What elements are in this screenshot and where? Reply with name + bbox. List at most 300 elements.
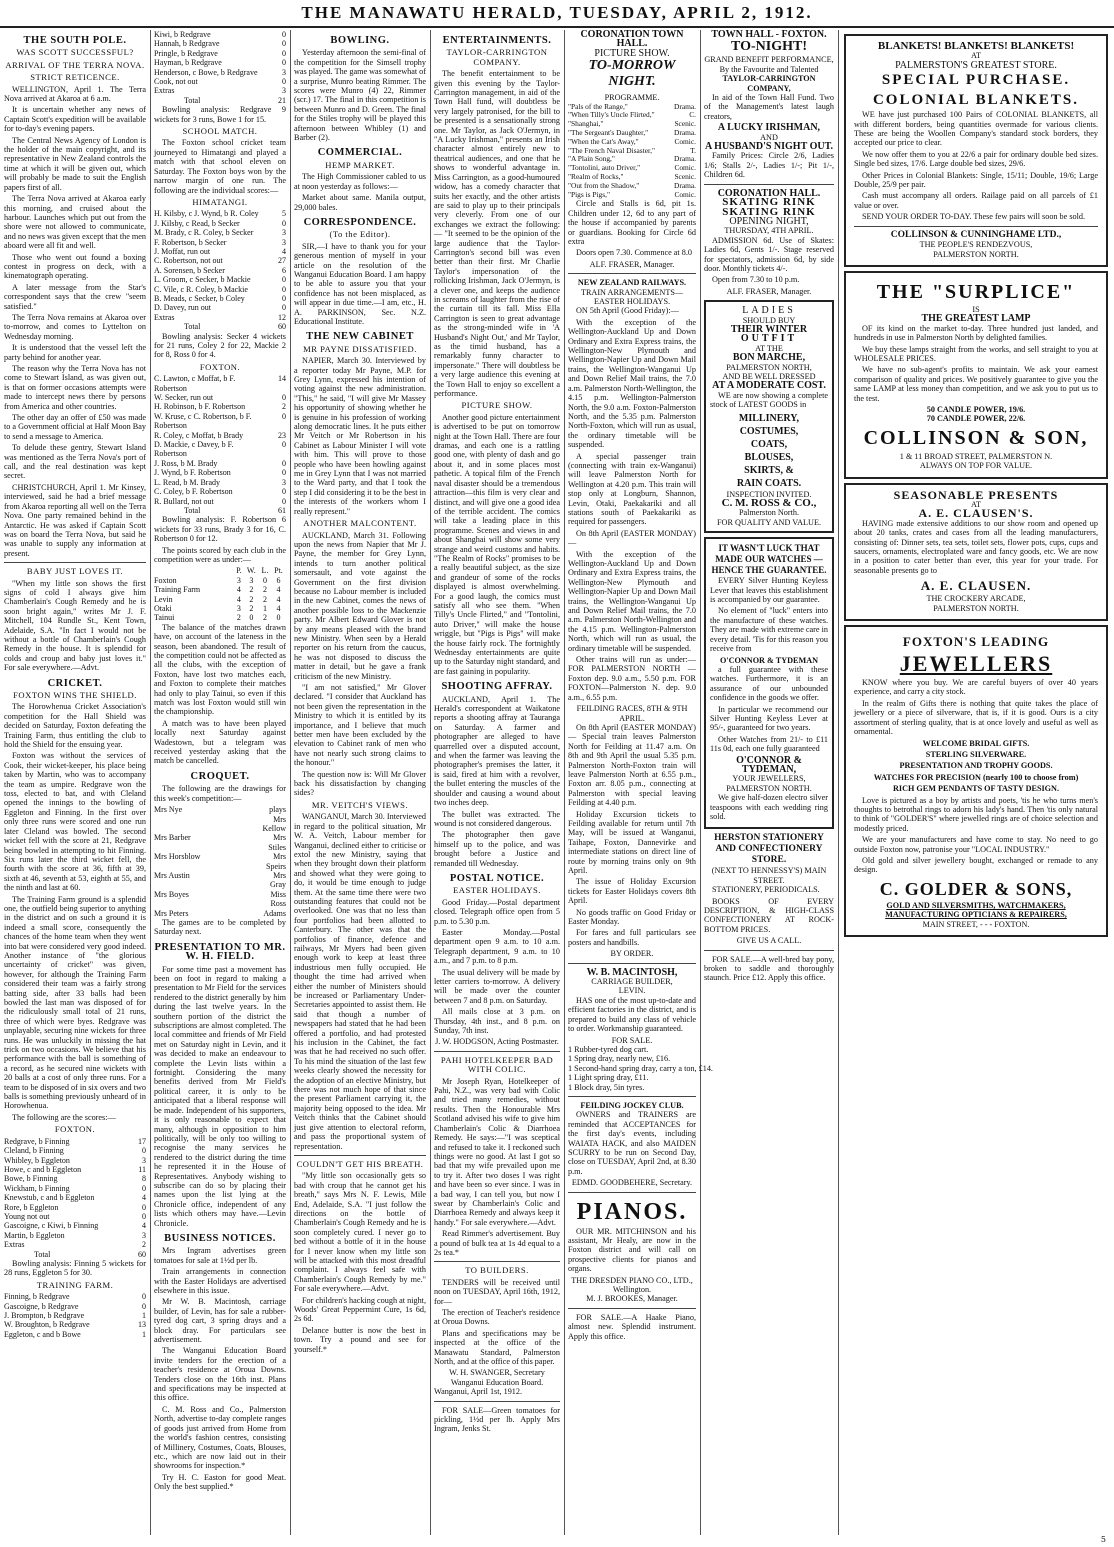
paragraph: "When my little son shows the first signs of cold I always give him Chamberlain's Cough Remedy and he is soon bright again," writes Mr J. F. Mitchell, 104 Rundle St., Kent Town, Adelaide, S.A. "In fact I would not be without a bottle of Chamberlain's Cough Remedy in the house. It is splendid for colds and croup and baby just loves it." For sale everywhere.—Advt. xyxy=(4,578,146,673)
total-value: 60 xyxy=(138,1249,146,1259)
list-item: 1 Light spring dray, £11. xyxy=(568,1073,649,1083)
subhead: STRICT RETICENCE. xyxy=(30,72,120,83)
signature: BY ORDER. xyxy=(610,949,654,959)
row-value: 0 xyxy=(282,58,286,68)
paragraph: The Terra Nova remains at Akaroa over to-morrow, and comes to Lyttelton on Wednesday morning. xyxy=(4,312,146,341)
list-item: WATCHES FOR PRECISION (nearly 100 to choose from) xyxy=(873,772,1079,782)
paragraph: We buy these lamps straight from the works, and sell straight to you at WHOLESALE PRICES. xyxy=(854,344,1098,363)
paragraph: TENDERS will be received until noon on TUESDAY, April 16th, 1912, for— xyxy=(434,1277,560,1306)
score-row xyxy=(4,1156,146,1165)
row-label: W. Broughton, b Redgrave xyxy=(4,1320,90,1330)
row-value: 2 xyxy=(262,594,267,604)
paragraph: It is uncertain whether any news of Captain Scott's expedition will be available for to-day's evening papers. xyxy=(4,105,146,134)
row-label: Redgrave, b Finning xyxy=(4,1136,70,1146)
score-row xyxy=(154,393,286,402)
row-value: 14 xyxy=(278,374,286,384)
date-line: Wanganui, April 1st, 1912. xyxy=(434,1387,523,1397)
scorecard-total xyxy=(154,322,286,331)
row-value: 3 xyxy=(282,477,286,487)
row-value: 0 xyxy=(142,1146,146,1156)
score-row xyxy=(154,256,286,265)
divider xyxy=(568,963,696,964)
ad-line: AT xyxy=(970,500,981,509)
score-row xyxy=(154,39,286,48)
paragraph: Bowling analysis: Redgrave 9 wickets for 3 runs, Bowe 1 for 15. xyxy=(154,105,286,124)
row-label: "Out from the Shadow," xyxy=(568,180,640,190)
list-item: COSTUMES, xyxy=(739,425,799,437)
row-label: Bowe, b Finning xyxy=(4,1174,58,1184)
row-value: 11 xyxy=(138,1164,146,1174)
ad-tomorrow: TO-MORROW NIGHT. xyxy=(588,58,676,90)
subhead: ANOTHER MALCONTENT. xyxy=(303,518,417,529)
ad-tonight: TO-NIGHT! xyxy=(731,39,807,55)
row-label: "A Plain Song," xyxy=(568,154,615,164)
score-row xyxy=(154,68,286,77)
row-value: 0 xyxy=(282,458,286,468)
ad-line: YOUR JEWELLERS, xyxy=(732,774,806,784)
team-name: HIMATANGI. xyxy=(192,196,248,207)
scorecard-training-farm-cont xyxy=(154,30,286,96)
paragraph: In aid of the Town Hall Fund. Two of the Management's latest laugh creators, xyxy=(704,93,834,121)
list-item: RICH GEM PENDANTS OF TASTY DESIGN. xyxy=(892,784,1060,794)
row-value: C. xyxy=(689,110,696,120)
ad-line: PALMERSTON NORTH. xyxy=(933,249,1019,259)
subhead: COULDN'T GET HIS BREATH. xyxy=(296,1158,424,1169)
ad-line: FOR QUALITY AND VALUE. xyxy=(716,517,821,527)
paragraph: a full guarantee with these watches. Furthermore, it is an assurance of our unbounded confidence in the goods we offer. xyxy=(710,664,828,703)
ad-play: A HUSBAND'S NIGHT OUT. xyxy=(705,141,833,153)
column-1 xyxy=(4,30,146,1535)
paragraph: OWNERS and TRAINERS are reminded that ACCEPTANCES for the first day's events, including WAIATA HACK, and also MAIDEN SCURRY to be run on Second Day, close on TUESDAY, April 2nd, at 8.30 p.m. xyxy=(568,1110,696,1176)
subhead: ARRIVAL OF THE TERRA NOVA. xyxy=(5,59,145,70)
row-value: 3 xyxy=(249,575,254,585)
row-value: 4 xyxy=(282,246,286,256)
paragraph: A match was to have been played locally next Saturday against Wadestown, but a telegram was received yesterday asking that the match be cancelled. xyxy=(154,718,286,766)
row-value: 0 xyxy=(282,48,286,58)
score-row xyxy=(4,1302,146,1311)
divider xyxy=(294,1155,426,1156)
paragraph: Those who went out found a boxing contest in progress on deck, with a kinematograph operating. xyxy=(4,252,146,281)
masthead-title: THE MANAWATU HERALD, TUESDAY, APRIL 2, 1912. xyxy=(301,3,813,22)
row-value: 0 xyxy=(282,303,286,313)
score-row xyxy=(154,294,286,303)
paragraph: No goods traffic on Good Friday or Easter Monday. xyxy=(568,907,696,927)
row-label: F. Robertson, b Secker xyxy=(154,237,227,247)
paragraph: The following are the scores:— xyxy=(12,1112,116,1122)
score-row xyxy=(154,833,286,852)
column-rule xyxy=(150,30,151,1535)
paragraph: AUCKLAND, April 1. The Herald's correspondent at Waikatone reports a shooting affray at Tauranga on Saturday. A farmer and photographer are alleged to have quarrelled over a disputed account, and when the farmer was leaving the photographer's premises the latter, it is said, fired at him with a revolver, the bullet entering the muscles of the shoulder and causing a wound about two inches deep. xyxy=(434,694,560,808)
score-row xyxy=(4,1221,146,1230)
score-row xyxy=(154,219,286,228)
row-label: "Pals of the Range," xyxy=(568,101,628,111)
list-item: 1 Block dray, 5in tyres. xyxy=(568,1082,645,1092)
row-label: D. Mackie, c Davey, b F. Robertson xyxy=(154,440,234,459)
headline-cricket: CRICKET. xyxy=(47,677,103,689)
ad-title: CORONATION TOWN HALL. xyxy=(580,29,684,50)
row-label: Martin, b Eggleton xyxy=(4,1230,65,1240)
row-label: J. Brompton, b Redgrave xyxy=(4,1311,85,1320)
row-value: 0 xyxy=(142,1292,146,1302)
signature: EDMD. GOODBEHERE, Secretary. xyxy=(571,1178,693,1188)
row-value: 3 xyxy=(142,1155,146,1165)
row-value: 1 xyxy=(142,1329,146,1339)
row-value: 2 xyxy=(249,585,254,595)
row-value: 3 xyxy=(236,575,241,585)
row-value: Drama. xyxy=(674,180,696,190)
paragraph: We have no sub-agent's profits to maintain. We ask your earnest comparison of quality and prices. We positively guarantee to give you the same LAMP at less money than competition, and we ask you to put us to the test. xyxy=(854,365,1098,403)
ad-subtitle: LEVIN. xyxy=(618,986,646,996)
score-row xyxy=(154,852,286,871)
paragraph: In particular we recommend our Silver Hunting Keyless Lever at 95/-, guaranteed for two years. xyxy=(710,704,828,733)
subhead: (To the Editor). xyxy=(329,229,391,240)
row-value: 0 xyxy=(282,440,286,450)
score-row xyxy=(154,805,286,833)
row-label: M. Brady, c R. Coley, b Secker xyxy=(154,228,254,238)
signature: W. H. SWANGER, Secretary Wanganui Education Board. xyxy=(449,1368,545,1387)
row-label: "When Tilly's Uncle Flirted," xyxy=(568,110,655,120)
paragraph: Foxton was without the services of Cook, their wicket-keeper, his place being taken by Martin, who was to accompany the team as umpire. Redgrave won the toss, elected to bat, and with Cleland opened the innings to the bowling of Eggleton and Finning. In the first over only three runs were scored and one run later Cleland was bowled. The second wicket fell with the score at 21, Redgrave being bowled in attempting to hit Finning. Six runs later the third wicket fell, the fourth with the score at 36, fifth at 39, sixth at 46, seventh at 53, eighth at 55, and the ninth and last at 60. xyxy=(4,751,146,893)
column-rule xyxy=(290,30,291,1535)
paragraph: Open from 7.30 to 10 p.m. xyxy=(712,275,800,285)
paragraph: The benefit entertainment to be given this evening by the Taylor-Carrington management, in aid of the Town Hall fund, will doubtless be very largely patronised, for the bill to be presented is a sensationally strong one. Mr Taylor, as Jack O'Jermyn, in "A Lucky Irishman," presents an Irish character almost entirely new to theatrical audiences, and one that he shows to wonderful advantage in. Miss Carrington, as a good-humoured widow, has a comedy character that suits her exactly, and the other artists are said to play up to their principals very cleverly. From one of our exchanges we extract the following:— "It seemed to be the opinion of the large audience that the Taylor-Carrington's second bill was even better than their first. Mr Charlie Taylor's impersonation of the rollicking Irishman, Jack O'Jermyn, is a clever one, and keeps the audience in screams of laughter from the rise of the curtain till its fall. Miss Ella Carrington is seen to great advantage as the strong-minded wife in 'A Husband's Night Out,' and Mr Taylor, as the timid husband, has a remarkably funny character to impersonate." There will doubtless be a very large audience this evening at the Town Hall to enjoy so excellent a performance. xyxy=(434,69,560,399)
ad-pianos-title: PIANOS. xyxy=(576,1198,688,1225)
list-item: WELCOME BRIDAL GIFTS. xyxy=(922,738,1030,748)
headline-commercial: COMMERCIAL. xyxy=(317,147,403,159)
paragraph: Other Prices in Colonial Blankets: Single, 15/11; Double, 19/6; Large Double, 25/9 per pair. xyxy=(854,170,1098,190)
divider xyxy=(434,1401,560,1402)
paragraph: Mr Joseph Ryan, Hotelkeeper of Pahi, N.Z., was very bad with Colic and tried many remedies, without results. Then the Honourable Mrs Scotland advised his wife to give him Chamberlain's Colic & Diarrhoea Remedy. He says:—"I was sceptical and refused to take it. I reckoned such things were no good. At last I got so bad that my wife prevailed upon me to try it. After two doses I was right and have been so ever since. I was in a bad way, I can tell you, but now I swear by Chamberlain's Colic and Diarrhoea Remedy and always keep it handy." For sale everywhere.—Advt. xyxy=(434,1076,560,1227)
divider xyxy=(704,950,834,951)
row-value: Drama. xyxy=(674,128,696,138)
row-value: 2 xyxy=(236,613,241,623)
row-value: 0 xyxy=(142,1183,146,1193)
ad-line: GIVE US A CALL. xyxy=(736,936,802,946)
headline-south-pole: THE SOUTH POLE. xyxy=(23,35,127,46)
row-label: Rore, b Eggleton xyxy=(4,1202,59,1212)
paragraph: "I am not satisfied," Mr Glover declared. "I consider that Auckland has not been given the representation in the Ministry to which it is entitled by its importance, and I believe that much better men have been excluded by the elevation to Cabinet rank of men who have not nearly such strong claims to the honour." xyxy=(294,683,426,768)
paragraph: The bullet was extracted. The wound is not considered dangerous. xyxy=(434,809,560,828)
paragraph: STATIONERY, PERIODICALS. xyxy=(712,885,820,895)
ad-blankets xyxy=(844,34,1108,267)
row-value: 2 xyxy=(249,594,254,604)
score-row xyxy=(154,497,286,506)
paragraph: To delude these gentry, Stewart Island was mentioned as the Terra Nova's port of call, and the real destination was kept secret. xyxy=(4,443,146,481)
row-label: J. Wynd, b F. Robertson xyxy=(154,468,231,478)
paragraph: Mr W. B. Macintosh, carriage builder, of Levin, has for sale a rubber-tyred dog cart, 3 spring drays and a block dray. For particulars see advertisement. xyxy=(154,1297,286,1345)
row-value: 23 xyxy=(278,430,286,440)
row-label: Gascoigne, c Kiwi, b Finning xyxy=(4,1221,99,1231)
score-row xyxy=(4,1212,146,1221)
score-row xyxy=(154,585,286,594)
ad-line: PALMERSTON NORTH. xyxy=(933,603,1019,613)
total-label: Total xyxy=(184,322,201,332)
row-label: J. Kilsby, c Read, b Secker xyxy=(154,218,240,228)
ad-colonial: COLONIAL BLANKETS. xyxy=(872,92,1080,109)
header-cell: L. xyxy=(261,566,269,576)
score-row xyxy=(154,247,286,256)
paragraph: With the exception of the Wellington-Auckland Up and Down Ordinary and Extra Express trains, the Wellington-New Plymouth and Wellington-Napier Up and Down Mail trains, the Wellington-Wanganui Up and Down Relief Mail trains, the 7.0 a.m. Palmerston North-Wellington, the 4.15 p.m. Wellington-Palmerston North, the 9.0 a.m. Foxton-Palmerston North, and the 5.35 p.m. Palmerston North-Foxton, which will run as usual, the ordinary timetable will be suspended. xyxy=(568,317,696,450)
subhead: PICTURE SHOW. xyxy=(461,400,533,411)
ad-play: A LUCKY IRISHMAN, xyxy=(717,122,821,134)
signature: M. J. BROOKES, Manager. xyxy=(586,1294,678,1304)
masthead xyxy=(0,0,1114,28)
paragraph: Bowling analysis: Finning 5 wickets for 28 runs, Eggleton 5 for 30. xyxy=(4,1258,146,1278)
paragraph: SIR,—I have to thank you for your generous mention of myself in your article on the resolution of the Wanganui Education Board. I am happy to be able to assure you that your confidence has not been misplaced, as will appear in due time.—I am, etc., H. A. PARKINSON, Sec. N.Z. Educational Institute. xyxy=(294,241,426,326)
paragraph: Plans and specifications may be inspected at the office of the Manawatu Standard, Palmerston North, and at the office of this paper. xyxy=(434,1328,560,1367)
row-value: 27 xyxy=(278,256,286,266)
ad-subtitle: THE DRESDEN PIANO CO., LTD., Wellington. xyxy=(571,1275,693,1295)
for-sale-list xyxy=(568,1044,713,1092)
paragraph: Easter Monday.—Postal department open 9 a.m. to 10 a.m. Telegraph department, 9 a.m. to 10 a.m., and 7 p.m. to 8 p.m. xyxy=(434,927,560,966)
header-cell: W. xyxy=(246,566,256,576)
paragraph: WE are now showing a complete stock of LATEST GOODS in xyxy=(710,390,828,410)
paragraph: For fares and full particulars see posters and handbills. xyxy=(568,928,696,947)
ad-line: Palmerston North. xyxy=(738,508,800,518)
subhead: BABY JUST LOVES IT. xyxy=(26,566,124,577)
score-row xyxy=(154,228,286,237)
paragraph: KNOW where you buy. We are careful buyers of over 40 years experience, and carry a city stock. xyxy=(854,678,1098,697)
row-value: 2 xyxy=(262,585,267,595)
paragraph: Holiday Excursion tickets to Feilding available for return until 7th May, will be issued at Wanganui, Taihape, Foxton, Dannevirke and intermediate stations on direct line of route by morning trains only on 9th April. xyxy=(568,809,696,876)
score-row xyxy=(154,604,286,613)
row-value: 2 xyxy=(282,402,286,412)
row-value: 0 xyxy=(249,613,254,623)
paragraph: We now offer them to you at 22/6 a pair for ordinary double bed sizes. Single bed sizes, 17/6. Large double bed sizes, 29/6. xyxy=(854,149,1098,169)
row-value: Miss Ross xyxy=(270,889,286,909)
paragraph: FOR SALE.—A Haake Piano, almost new. Splendid instrument. Apply this office. xyxy=(568,1312,696,1341)
paragraph: AUCKLAND, March 31. Following upon the news from Napier that Mr J. Payne, the member for Grey Lynn, intends to turn another political somersault, and vote against the Government on the first division because no Labour member is included in the new Cabinet, comes the news of another possible loss to the Mackenzie party. Mr Albert Edward Glover is not by any means pleased with the brand new Ministry. When seen by a Herald reporter on his return from the caucus, he was not disposed to discuss the matter in detail, but he gave a frank criticism of the new Ministry. xyxy=(294,530,426,681)
row-value: 2 xyxy=(262,613,267,623)
team-name: TRAINING FARM. xyxy=(36,1279,114,1290)
row-label: Levin xyxy=(154,594,173,604)
ad-subtitle: By the Favourite and Talented xyxy=(719,64,819,74)
score-row xyxy=(154,285,286,294)
row-label: Foxton xyxy=(154,575,177,585)
score-row xyxy=(154,374,286,393)
score-row xyxy=(154,209,286,218)
paragraph: It is understood that the vessel left the party behind for another year. xyxy=(4,343,146,362)
ad-company: COLLINSON & SON, xyxy=(863,426,1089,449)
subhead: WAS SCOTT SUCCESSFUL? xyxy=(16,47,134,58)
subhead: SCHOOL MATCH. xyxy=(182,126,258,137)
paragraph: The games are to be completed by Saturday next. xyxy=(154,917,286,937)
score-row xyxy=(154,478,286,487)
subhead: PAHI HOTELKEEPER BAD WITH COLIC. xyxy=(440,1054,554,1075)
header-cell: Pt. xyxy=(274,566,283,576)
row-value: 4 xyxy=(142,1193,146,1203)
row-label: "Tontolini, auto Driver," xyxy=(568,163,641,173)
headline-business: BUSINESS NOTICES. xyxy=(164,1232,276,1244)
paragraph: The usual delivery will be made by letter carriers to-morrow. A delivery will be made over the counter between 7 and 8 p.m. on Saturday. xyxy=(434,967,560,1005)
divider xyxy=(568,273,696,274)
score-row xyxy=(154,431,286,440)
column-rule xyxy=(430,30,431,1535)
ad-line: ALWAYS ON TOP FOR VALUE. xyxy=(919,461,1033,471)
row-label: L. Groom, c Secker, b Mackie xyxy=(154,275,251,285)
row-label: C. Lawton, c Moffat, b F. Robertson xyxy=(154,374,236,393)
total-label: Total xyxy=(184,95,201,105)
score-row xyxy=(154,459,286,468)
croquet-draw xyxy=(154,805,286,918)
row-value: 3 xyxy=(282,228,286,238)
divider xyxy=(568,1096,696,1097)
paragraph: On 8th April (EASTER MONDAY)— Special train leaves Palmerston North for Feilding at 11.47 a.m. On 8th and 9th April the usual 5.35 p.m. Palmerston North-Foxton train will leave Palmerston North at 6.55 p.m., Foxton arr. 8.05 p.m., connecting at Palmerston with special leaving Feilding at 4.40 p.m. xyxy=(568,722,696,808)
ad-subtitle: OPENING NIGHT, xyxy=(729,215,809,227)
ad-headline: IT WASN'T LUCK THAT MADE OUR WATCHES — HENCE THE GUARANTEE. xyxy=(711,543,827,576)
row-value: 12 xyxy=(278,312,286,322)
score-row xyxy=(154,890,286,909)
paragraph: CHRISTCHURCH, April 1. Mr Kinsey, interviewed, said he had a brief message from Akaroa reporting all well on the Terra Nova. One party remained behind in the Antarctic. He was asked if Captain Scott was on board the Terra Nova, but said he was unable to supply any information at present. xyxy=(4,482,146,558)
row-value: 3 xyxy=(282,67,286,77)
score-row xyxy=(4,1292,146,1301)
row-value: 4 xyxy=(276,594,281,604)
paragraph: The issue of Holiday Excursion tickets for Easter Holidays covers 8th April. xyxy=(568,877,696,906)
ad-line: IS xyxy=(972,304,980,314)
ad-subtitle: THURSDAY, 4TH APRIL. xyxy=(724,226,814,236)
paragraph: OUR MR. MITCHINSON and his assistant, Mr Healy, are now in the Foxton district and will call on prospective clients for pianos and organs. xyxy=(568,1226,696,1274)
row-label: D. Davey, run out xyxy=(154,303,212,313)
row-value: 13 xyxy=(138,1320,146,1330)
paragraph: The erection of Teacher's residence at Oroua Downs. xyxy=(434,1308,560,1327)
paragraph: The photographer then gave himself up to the police, and was brought before a Justice and remanded till Wednesday. xyxy=(434,830,560,868)
paragraph: The Horowhenua Cricket Association's competition for the Hall Shield was decided on Saturday, Foxton defeating the Training Farm, thus entitling the club to hold the Shield for the ensuing year. xyxy=(4,702,146,750)
paragraph: FOR SALE.—A well-bred bay pony, broken to saddle and thoroughly staunch. Price £12. Apply this office. xyxy=(704,954,834,983)
ad-surplice-lamp xyxy=(844,271,1108,479)
ad-title: FEILDING JOCKEY CLUB. xyxy=(580,1100,684,1110)
ad-line: THE GREATEST LAMP xyxy=(921,313,1031,325)
paragraph: In the realm of Gifts there is nothing that quite takes the place of jewellery or a piece of silverware, that is, if it is good. Ours is a city assortment of sterling quality, that is at once lovely and useful as well as ornamental. xyxy=(854,698,1098,737)
row-label: Mrs Nye xyxy=(154,805,183,815)
row-value: Drama. xyxy=(674,154,696,164)
paragraph: Bowling analysis: F. Robertson 6 wickets for 33 runs, Brady 3 for 16, C. Robertson 0 for 12. xyxy=(154,515,286,544)
ad-oconnor-tydeman xyxy=(704,537,834,829)
paragraph: The Foxton school cricket team journeyed to Himatangi and played a match with that school eleven on Saturday. The Foxton boys won by the narrow margin of one run. The following are the individual scores:— xyxy=(154,138,286,195)
row-value: 4 xyxy=(276,603,281,613)
row-value: 0 xyxy=(282,30,286,39)
row-value: 4 xyxy=(142,1221,146,1231)
ad-line: THE CROCKERY ARCADE, xyxy=(926,594,1026,604)
column-rule xyxy=(700,30,701,1535)
paragraph: BOOKS OF EVERY DESCRIPTION, & HIGH-CLASS CONFECTIONERY AT ROCK-BOTTOM PRICES. xyxy=(704,896,834,934)
score-row xyxy=(154,440,286,459)
scorecard-foxton xyxy=(4,1137,146,1250)
divider xyxy=(568,1192,696,1193)
score-row xyxy=(154,468,286,477)
ad-title: NEW ZEALAND RAILWAYS. xyxy=(577,278,687,288)
row-value: Mrs Gray xyxy=(270,870,286,890)
row-label: Cook, not out xyxy=(154,77,198,87)
row-value: T. xyxy=(690,145,696,155)
ad-clausen xyxy=(844,483,1108,621)
score-row xyxy=(154,30,286,39)
score-row xyxy=(4,1231,146,1240)
ad-title: W. B. MACINTOSH, xyxy=(586,966,678,978)
row-value: Adams xyxy=(263,908,286,918)
total-value: 21 xyxy=(278,95,286,105)
ad-subtitle: GRAND BENEFIT PERFORMANCE, xyxy=(704,55,834,65)
ad-line: 50 CANDLE POWER, 19/6. xyxy=(926,404,1026,414)
paragraph: EVERY Silver Hunting Keyless Lever that leaves this establishment is accompanied by our guarantee. xyxy=(710,576,828,605)
paragraph: The Central News Agency of London is the holder of the main copyright, and its representative in New Zealand controls the time at which it will be given out, which will probably be made to suit the English papers first of all. xyxy=(4,135,146,192)
paragraph: Train arrangements in connection with the Easter Holidays are advertised elsewhere in this issue. xyxy=(154,1267,286,1295)
row-label: Extras xyxy=(4,1240,25,1250)
row-value: 1 xyxy=(262,603,267,613)
row-label: B. Meads, c Secker, b Coley xyxy=(154,293,245,303)
list-item: PRESENTATION AND TROPHY GOODS. xyxy=(899,761,1053,771)
row-label: R. Coley, c Moffat, b Brady xyxy=(154,430,244,440)
row-value: 3 xyxy=(236,603,241,613)
headline-presentation: PRESENTATION TO MR. W. H. FIELD. xyxy=(154,941,286,963)
paragraph: Read Rimmer's advertisement. Buy a pound of bulk tea at 1s 4d equal to a 2s tea.* xyxy=(434,1229,560,1257)
paragraph: The points scored by each club in the competition were as under:— xyxy=(154,545,286,564)
paragraph: No element of "luck" enters into the manufacture of these watches. They are made with extreme care in every detail. 'Tis for this reason you receive from xyxy=(710,606,828,654)
paragraph: Good Friday.—Postal department closed. Telegraph office open from 5 p.m. to 5.30 p.m. xyxy=(434,897,560,926)
ad-line: 1 & 11 BROAD STREET, PALMERSTON N. xyxy=(899,451,1053,461)
divider xyxy=(854,226,1098,227)
score-row xyxy=(154,412,286,431)
row-label: Henderson, c Bowe, b Redgrave xyxy=(154,67,258,77)
score-row xyxy=(4,1137,146,1146)
paragraph: Market about same. Manila output, 29,000 bales. xyxy=(294,193,426,212)
subhead: MR. VEITCH'S VIEWS. xyxy=(311,799,409,810)
paragraph: The reason why the Terra Nova has not come to Stewart Island, as was given out, is that on former occasions attempts were made to intercept news there by persons from America and other countries. xyxy=(4,364,146,411)
row-label: Pringle, b Redgrave xyxy=(154,48,218,58)
score-row xyxy=(4,1311,146,1320)
ad-subtitle: FEILDING RACES, 8TH & 9TH APRIL. xyxy=(576,704,688,723)
row-value: 4 xyxy=(236,594,241,604)
row-label: W. Secker, run out xyxy=(154,393,214,403)
ad-line: INSPECTION INVITED. xyxy=(726,489,812,499)
score-row xyxy=(4,1203,146,1212)
scorecard-himatangi xyxy=(154,209,286,322)
headline-bowling: BOWLING. xyxy=(330,35,390,46)
score-row xyxy=(154,909,286,918)
paragraph: OF its kind on the market to-day. Three hundred just landed, and hundreds in use in Palmerston North by delighted families. xyxy=(854,323,1098,343)
row-label: A. Sorensen, b Secker xyxy=(154,265,225,275)
ad-line: A. E. CLAUSEN. xyxy=(920,578,1032,594)
ad-line: O'CONNOR & TYDEMAN xyxy=(719,655,819,665)
divider xyxy=(434,1051,560,1052)
programme-list xyxy=(568,103,696,200)
score-row xyxy=(154,402,286,411)
list-item: COATS, xyxy=(750,438,788,450)
ad-title: TOWN HALL - FOXTON. xyxy=(711,29,827,40)
column-6 xyxy=(704,30,834,1535)
row-value: 6 xyxy=(282,265,286,275)
score-row xyxy=(154,313,286,322)
paragraph: Other trains will run as under:— FOR PALMERSTON NORTH —Foxton dep. 9.0 a.m., 5.50 p.m. FOR FOXTON—Palmerston N. dep. 9.0 a.m., 6.55 p.m. xyxy=(568,655,696,702)
row-label: "When the Cat's Away," xyxy=(568,136,639,146)
paragraph: Love is pictured as a boy by artists and poets, 'tis he who turns men's thoughts to betrothal rings to adorn his lady's hand. Then 'tis only natural to think of "GOLDER'S" where jewelled rings are of choice selection and modestly priced. xyxy=(854,795,1098,833)
subhead: FOXTON WINS THE SHIELD. xyxy=(13,690,137,700)
column-5 xyxy=(568,29,713,1535)
ad-line: AT THE xyxy=(755,343,783,353)
scorecard-total xyxy=(154,96,286,105)
signature: ALF. FRASER, Manager. xyxy=(726,286,812,296)
row-label: Kiwi, b Redgrave xyxy=(154,30,211,39)
divider xyxy=(704,184,834,185)
total-value: 61 xyxy=(278,505,286,515)
row-value: 0 xyxy=(282,284,286,294)
paragraph: ON 5th April (Good Friday):— xyxy=(576,306,679,316)
paragraph: WE have just purchased 100 Pairs of COLONIAL BLANKETS, all with different borders, being quantities overmade for various clients. These are being the Woollen Company's standard stock borders, they accepted our price to clear. xyxy=(854,110,1098,148)
score-row xyxy=(154,576,286,585)
row-label: Hannah, b Redgrave xyxy=(154,39,220,49)
paragraph: Bowling analysis: Secker 4 wickets for 21 runs, Coley 2 for 22, Mackie 2 for 8, Ross 0 for 4. xyxy=(154,331,286,360)
column-3 xyxy=(294,30,426,1535)
row-value: 0 xyxy=(282,275,286,285)
